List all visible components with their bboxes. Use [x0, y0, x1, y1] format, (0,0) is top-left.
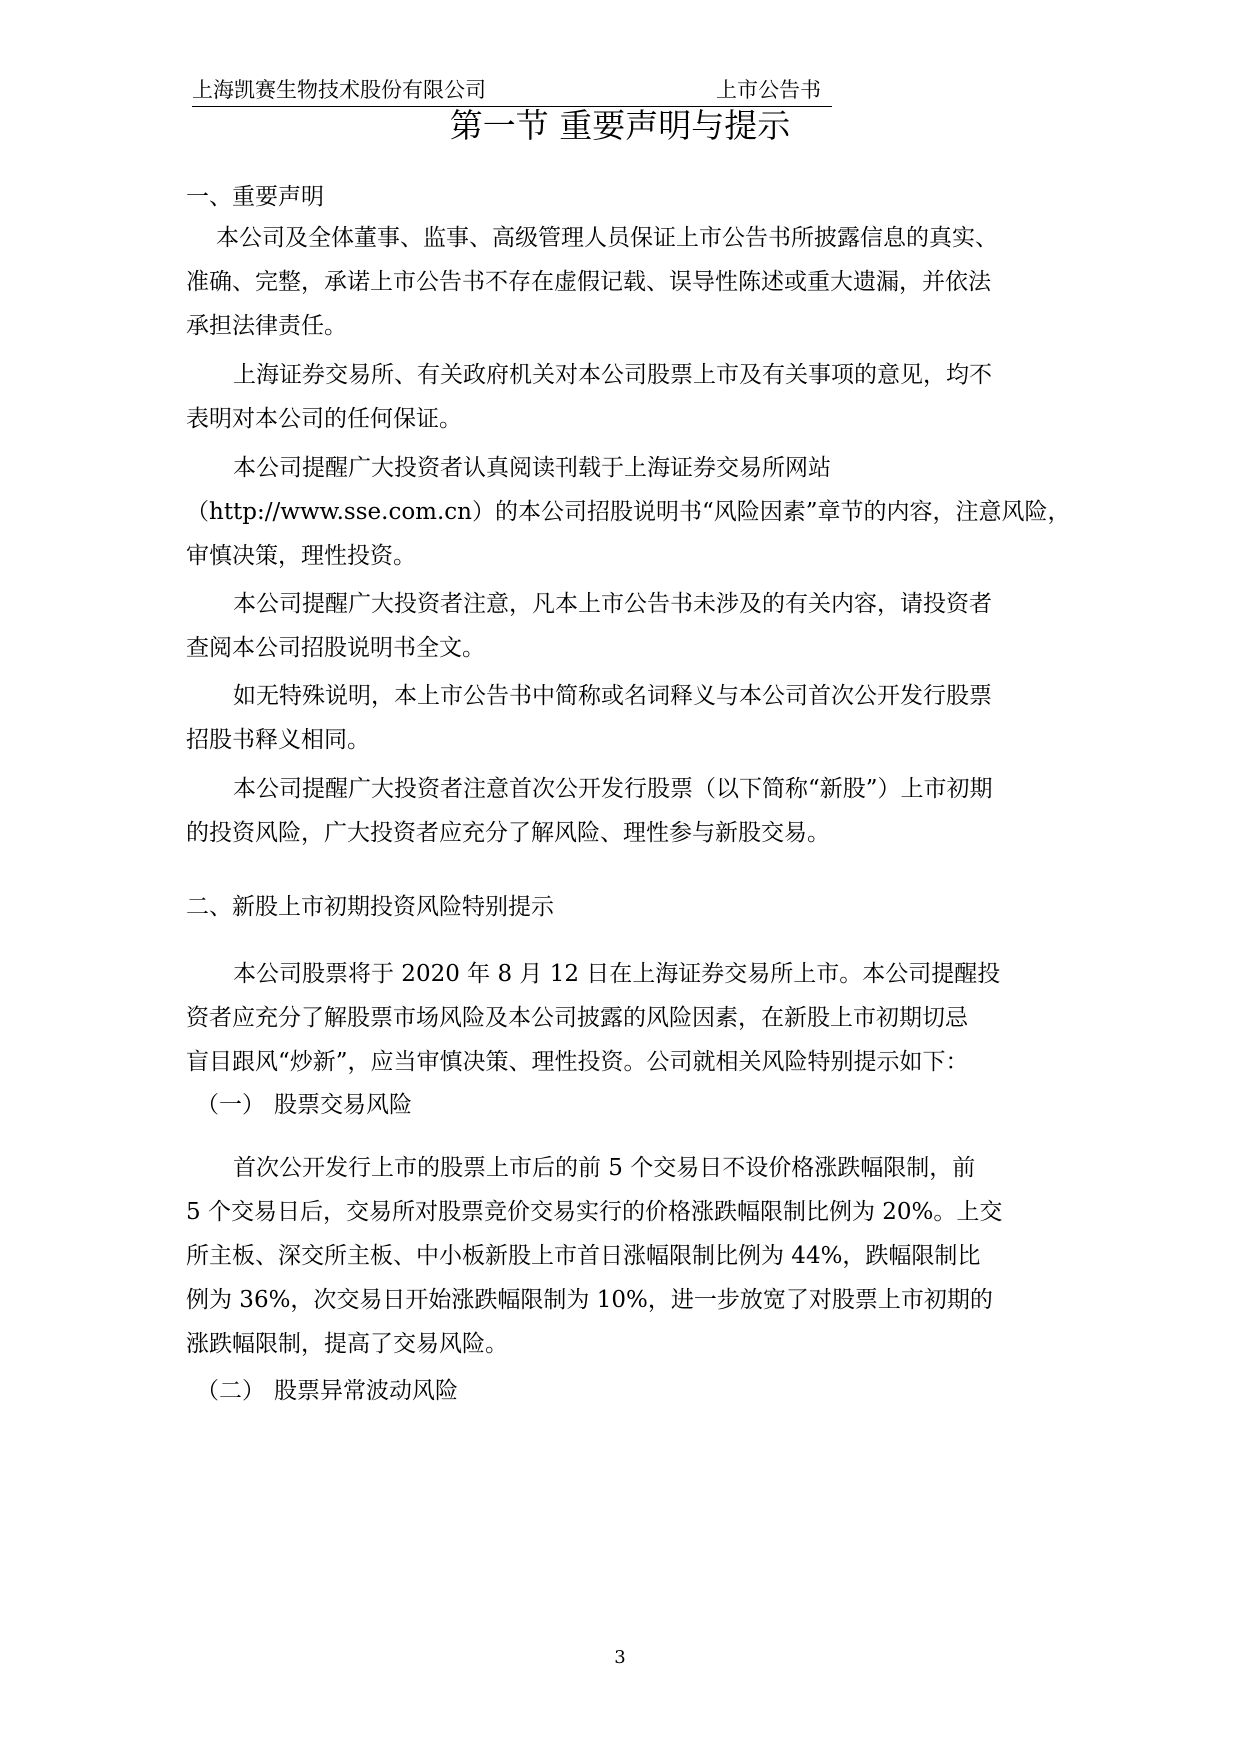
paragraph-statement-6 [186, 767, 1068, 855]
subheading-text: 股票交易风险 [274, 1092, 412, 1118]
text-line: 审慎决策，理性投资。 [186, 543, 416, 569]
paragraph-trading-risk [186, 1146, 1068, 1366]
text-line: 资者应充分了解股票市场风险及本公司披露的风险因素，在新股上市初期切忌 [186, 1005, 968, 1031]
text-line: 本公司提醒广大投资者认真阅读刊载于上海证券交易所网站 [233, 455, 831, 481]
heading-ipo-risk-notice: 二、新股上市初期投资风险特别提示 [186, 894, 554, 920]
text-line: 表明对本公司的任何保证。 [186, 406, 462, 432]
paragraph-statement-3 [186, 446, 1071, 578]
text-line: 如无特殊说明，本上市公告书中简称或名词释义与本公司首次公开发行股票 [233, 683, 992, 709]
subheading-text: 股票异常波动风险 [274, 1378, 458, 1404]
text-line: 本公司提醒广大投资者注意首次公开发行股票（以下简称“新股”）上市初期 [233, 776, 993, 802]
paragraph-statement-1 [186, 216, 1068, 348]
text-line: 5 个交易日后，交易所对股票竞价交易实行的价格涨跌幅限制比例为 20%。上交 [186, 1199, 1003, 1225]
subheading-number: （二） [196, 1378, 265, 1404]
text-line: 招股书释义相同。 [186, 727, 370, 753]
text-line: 承担法律责任。 [186, 313, 347, 339]
subheading-number: （一） [196, 1092, 265, 1118]
text-line: 首次公开发行上市的股票上市后的前 5 个交易日不设价格涨跌幅限制，前 [233, 1155, 976, 1181]
text-line: 本公司提醒广大投资者注意，凡本上市公告书未涉及的有关内容，请投资者 [233, 591, 992, 617]
running-header [192, 78, 832, 107]
text-line: 本公司及全体董事、监事、高级管理人员保证上市公告书所披露信息的真实、 [216, 225, 998, 251]
paragraph-statement-4 [186, 582, 1068, 670]
paragraph-statement-2 [186, 353, 1068, 441]
text-line: 本公司股票将于 2020 年 8 月 12 日在上海证券交易所上市。本公司提醒投 [233, 961, 1001, 987]
text-line: 例为 36%，次交易日开始涨跌幅限制为 10%，进一步放宽了对股票上市初期的 [186, 1287, 993, 1313]
text-line: 上海证券交易所、有关政府机关对本公司股票上市及有关事项的意见，均不 [233, 362, 992, 388]
text-line: 查阅本公司招股说明书全文。 [186, 635, 485, 661]
header-company: 上海凯赛生物技术股份有限公司 [192, 78, 486, 102]
text-line: （http://www.sse.com.cn）的本公司招股说明书“风险因素”章节的内容，注意风险， [186, 499, 1071, 525]
heading-important-statement: 一、重要声明 [186, 184, 324, 210]
text-line: 盲目跟风“炒新”，应当审慎决策、理性投资。公司就相关风险特别提示如下： [186, 1049, 969, 1075]
page-number: 3 [614, 1647, 626, 1668]
header-doc-type: 上市公告书 [716, 78, 821, 102]
section-title: 第一节 重要声明与提示 [449, 106, 791, 145]
paragraph-statement-5 [186, 674, 1068, 762]
subheading-trading-risk [196, 1090, 412, 1120]
paragraph-listing-notice [186, 952, 1068, 1084]
subheading-volatility-risk [196, 1376, 458, 1406]
text-line: 的投资风险，广大投资者应充分了解风险、理性参与新股交易。 [186, 820, 830, 846]
text-line: 所主板、深交所主板、中小板新股上市首日涨幅限制比例为 44%，跌幅限制比 [186, 1243, 981, 1269]
text-line: 涨跌幅限制，提高了交易风险。 [186, 1331, 508, 1357]
text-line: 准确、完整，承诺上市公告书不存在虚假记载、误导性陈述或重大遗漏，并依法 [186, 269, 991, 295]
